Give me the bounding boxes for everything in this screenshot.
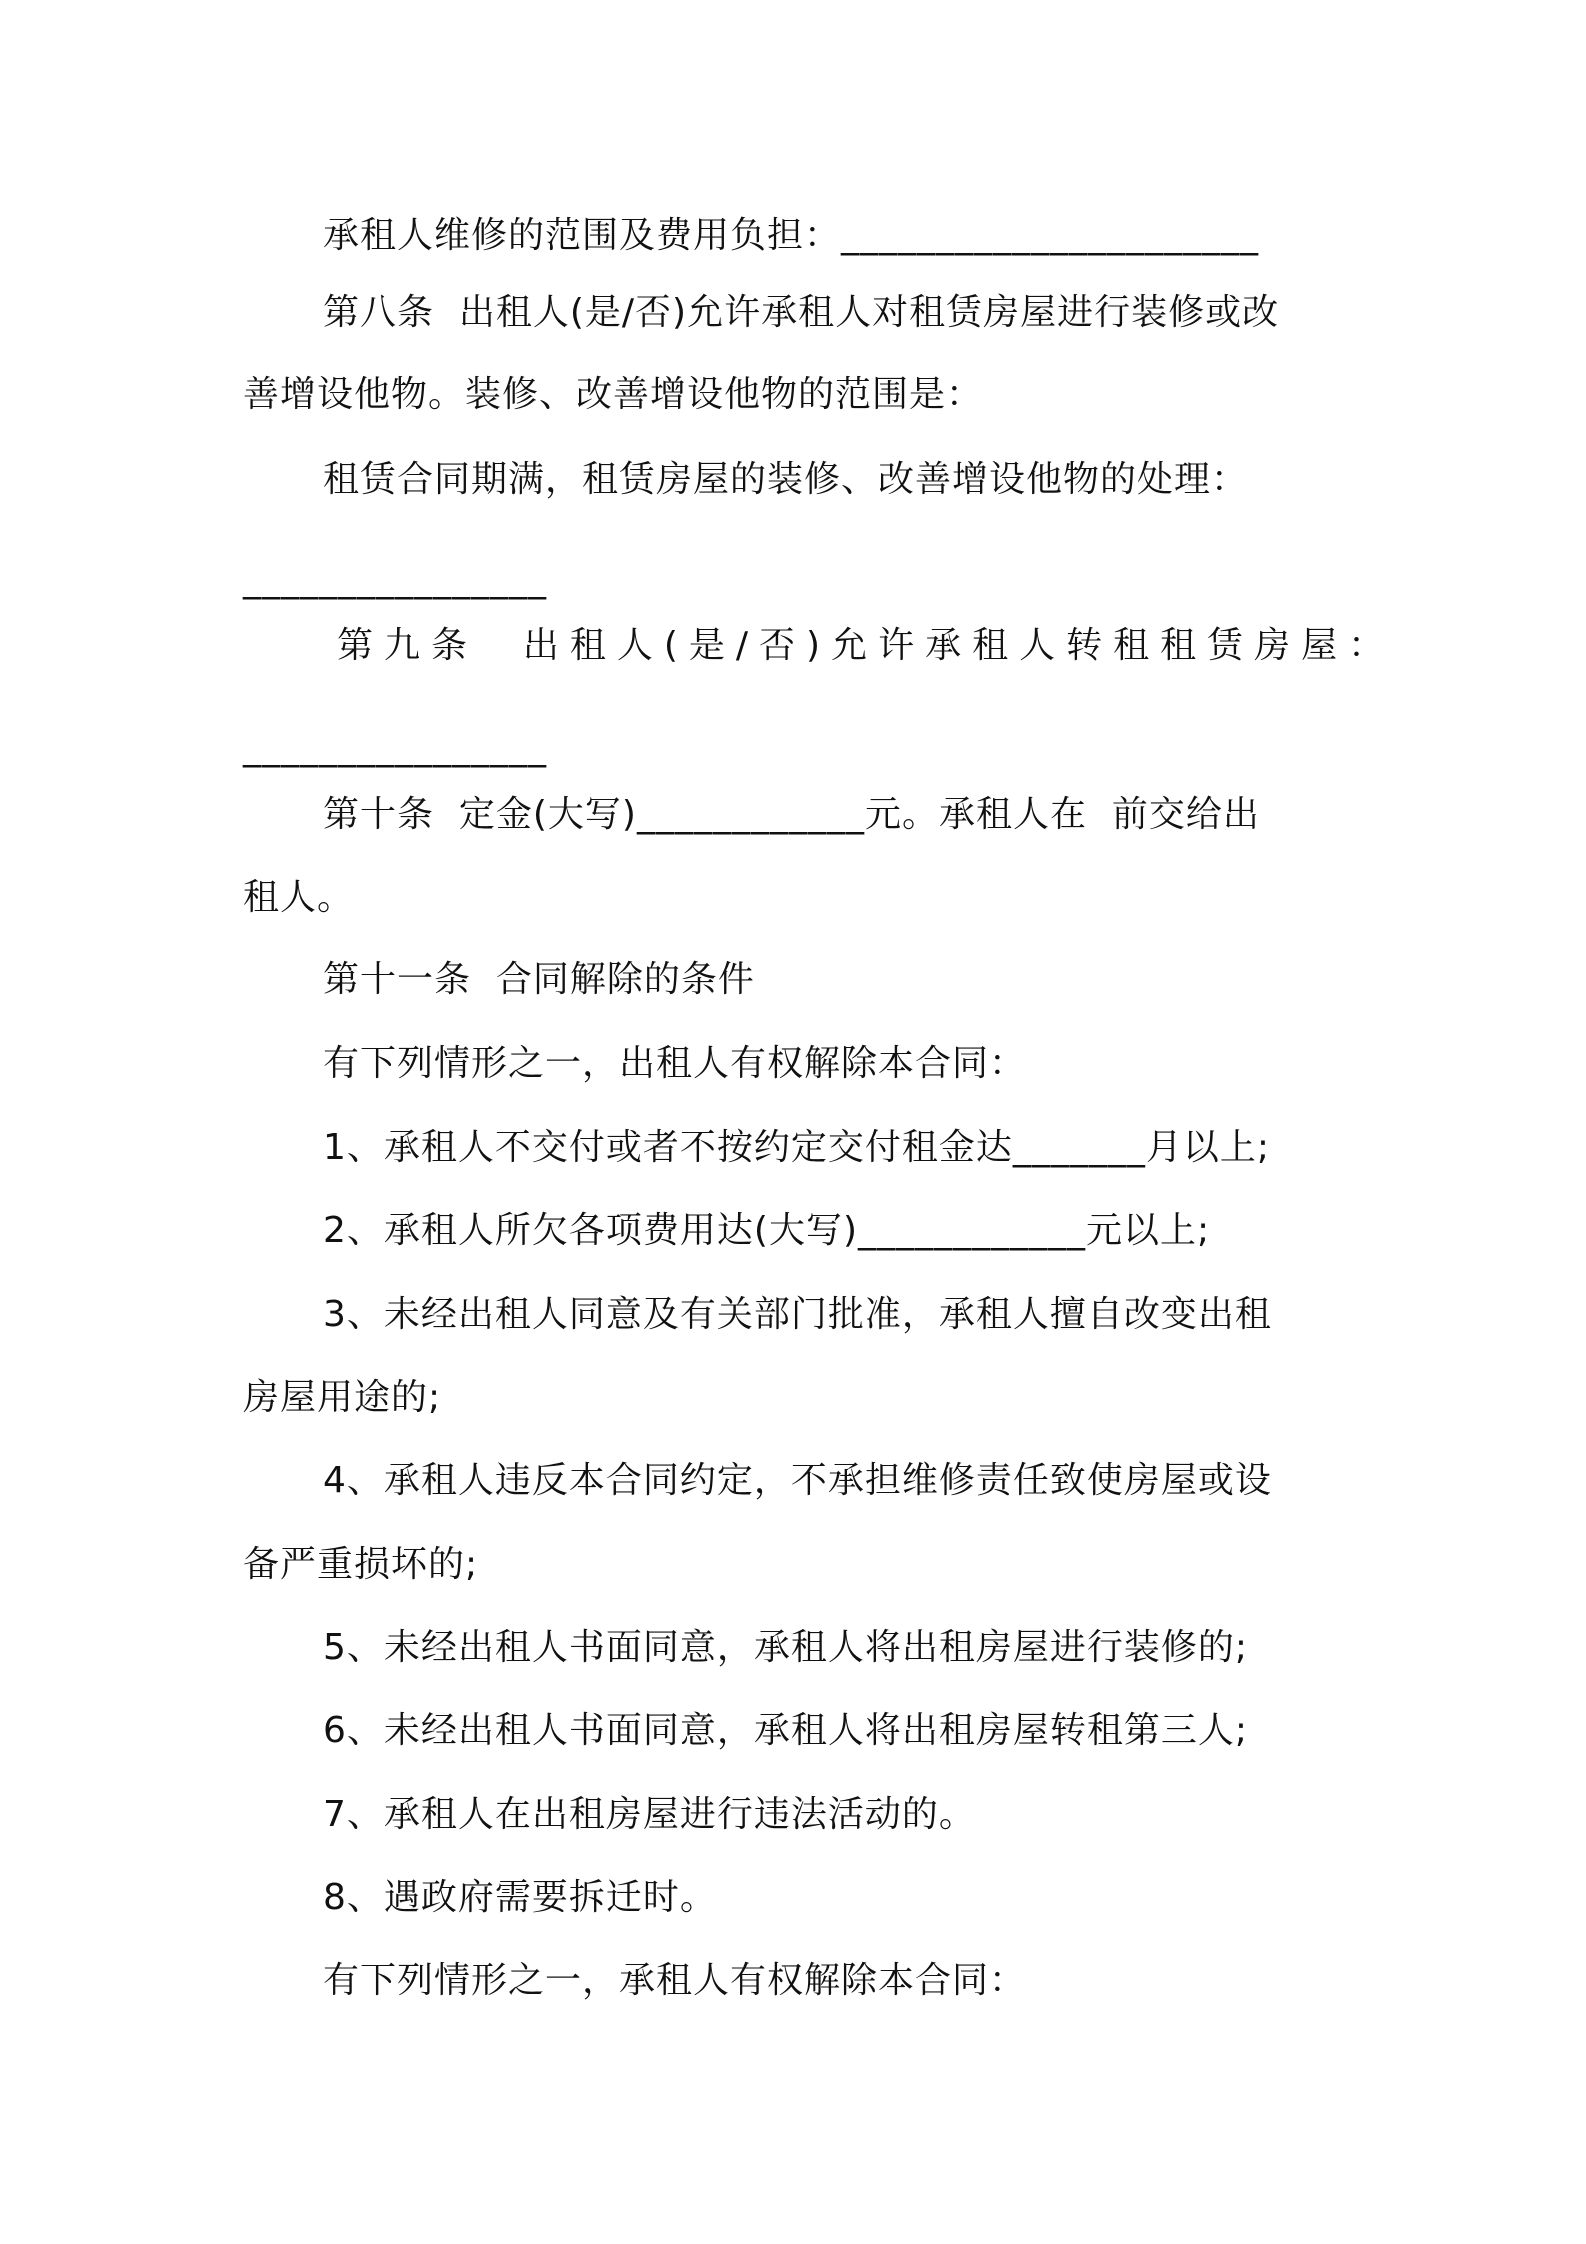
condition-1-line: 1、承租人不交付或者不按约定交付租金达_______月以上; [323, 1127, 1271, 1168]
condition-3-continuation-line: 房屋用途的; [243, 1377, 442, 1418]
article-10-continuation-line: 租人。 [243, 877, 355, 918]
condition-2-line: 2、承租人所欠各项费用达(大写)____________元以上; [323, 1210, 1211, 1251]
blank-fill-line-2: ________________ [243, 727, 547, 768]
repair-cost-line: 承租人维修的范围及费用负担：______________________ [323, 215, 1260, 256]
condition-4-continuation-line: 备严重损坏的; [243, 1544, 479, 1585]
article-11-heading-line: 第十一条 合同解除的条件 [323, 959, 755, 1000]
lessee-termination-intro-line: 有下列情形之一，承租人有权解除本合同： [323, 1960, 1027, 2001]
condition-4-line: 4、承租人违反本合同约定，不承担维修责任致使房屋或设 [323, 1460, 1272, 1501]
decoration-handling-line: 租赁合同期满，租赁房屋的装修、改善增设他物的处理： [323, 459, 1249, 500]
article-9-line: 第九条 出租人(是/否)允许承租人转租租赁房屋： [337, 625, 1396, 666]
condition-8-line: 8、遇政府需要拆迁时。 [323, 1877, 717, 1918]
article-10-line: 第十条 定金(大写)____________元。承租人在 前交给出 [323, 794, 1260, 835]
blank-fill-line-1: ________________ [243, 559, 547, 600]
condition-7-line: 7、承租人在出租房屋进行违法活动的。 [323, 1794, 976, 1835]
condition-5-line: 5、未经出租人书面同意，承租人将出租房屋进行装修的; [323, 1627, 1249, 1668]
condition-3-line: 3、未经出租人同意及有关部门批准，承租人擅自改变出租 [323, 1294, 1272, 1335]
condition-6-line: 6、未经出租人书面同意，承租人将出租房屋转租第三人; [323, 1710, 1249, 1751]
lessor-termination-intro-line: 有下列情形之一，出租人有权解除本合同： [323, 1043, 1027, 1084]
article-8-heading-line: 第八条 出租人(是/否)允许承租人对租赁房屋进行装修或改 [323, 292, 1280, 333]
article-8-continuation-line: 善增设他物。装修、改善增设他物的范围是： [243, 374, 984, 415]
